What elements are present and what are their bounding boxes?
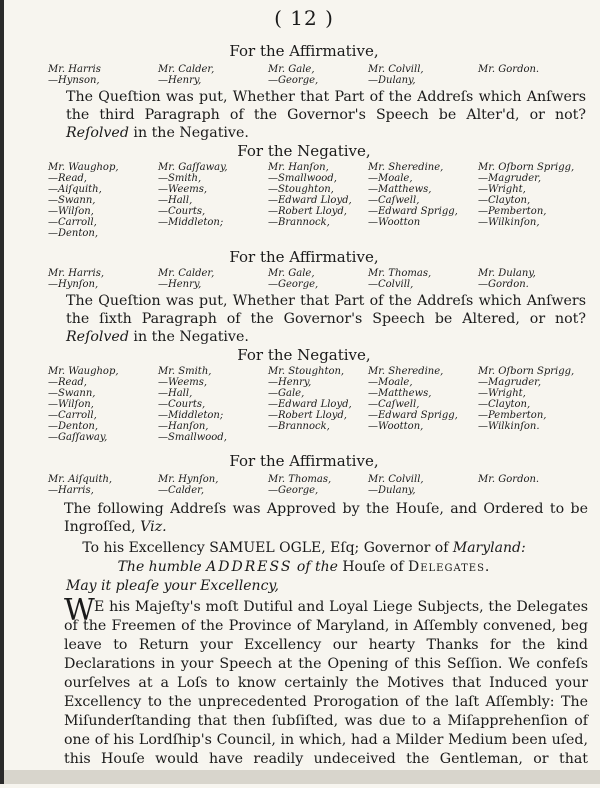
member-name: —Brannock, <box>268 217 330 228</box>
member-name: —Edward Sprigg, <box>368 206 458 217</box>
member-name: —Moale, <box>368 173 413 184</box>
member-name: —Robert Lloyd, <box>268 206 347 217</box>
affirmative-names-2 <box>48 268 588 292</box>
member-name: —Clayton, <box>478 195 531 206</box>
member-name: —Harris, <box>48 485 94 496</box>
member-name: Mr. Aiſquith, <box>48 474 113 485</box>
page-number: ( 12 ) <box>274 6 334 30</box>
member-name: —Matthews, <box>368 184 432 195</box>
affirmative-names-1 <box>48 64 588 88</box>
member-name: Mr. Thomas, <box>268 474 332 485</box>
member-name: —Stoughton, <box>268 184 334 195</box>
question-1: The Queſtion was put, Whether that Part of the Addreſs which Anſwers the third Paragraph of the Governor's Speech be Alter'd, or not? Reſolved in the Negative. <box>66 89 586 141</box>
name-column <box>368 162 458 228</box>
name-column <box>48 64 101 86</box>
address-body: E his Majeſty's moſt Dutiful and Loyal Liege Subjects, the Delegates of the Freemen of the Province of Maryland, in Aſſembly convened, beg leave to Return your Excellency our hearty Thanks for the kind Declarations in your Speech at the Opening of this Seſſion. We confeſs ourſelves at a Loſs to know certainly the Motives that Induced your Excellency to the unprecedented Prorogation of the laſt Aſſembly: The Miſunderſtanding that then ſubſiſted, was due to a Miſapprehenſion of one of his Lordſhip's Council, in which, had a Milder Medium been uſed, this Houſe would have readily undeceived the Gentleman, or that <box>64 599 588 767</box>
name-column <box>478 162 574 228</box>
name-column <box>158 64 214 86</box>
member-name: —Hall, <box>158 195 193 206</box>
name-column <box>158 162 228 228</box>
member-name: Mr. Sheredine, <box>368 162 444 173</box>
negative-heading-1: For the Negative, <box>237 142 371 160</box>
member-name: Mr. Hynſon, <box>158 474 219 485</box>
member-name: —George, <box>268 75 319 86</box>
member-name: Mr. Stoughton, <box>268 366 345 377</box>
name-column <box>478 64 539 75</box>
name-column <box>368 474 424 496</box>
member-name: Mr. Harris <box>48 64 101 75</box>
member-name: —Middleton; <box>158 217 224 228</box>
member-name: —Dulany, <box>368 75 416 86</box>
name-column <box>368 268 431 290</box>
name-column <box>268 64 318 86</box>
member-name: —Hall, <box>158 388 193 399</box>
name-column <box>48 268 104 290</box>
name-column <box>368 366 458 432</box>
member-name: —Edward Sprigg, <box>368 410 458 421</box>
name-column <box>478 474 539 485</box>
member-name: —Smallwood, <box>268 173 337 184</box>
member-name: Mr. Colvill, <box>368 64 424 75</box>
member-name: —Wilſon, <box>48 399 94 410</box>
member-name: —Matthews, <box>368 388 432 399</box>
page-bottom-edge <box>4 770 600 784</box>
member-name: —Wootton <box>368 217 421 228</box>
member-name: Mr. Calder, <box>158 268 215 279</box>
member-name: —Wilſon, <box>48 206 94 217</box>
negative-heading-2: For the Negative, <box>237 346 371 364</box>
member-name: —Courts, <box>158 399 206 410</box>
member-name: —Gale, <box>268 388 305 399</box>
member-name: —Hynſon, <box>48 279 99 290</box>
member-name: —Dulany, <box>368 485 416 496</box>
member-name: Mr. Oſborn Sprigg, <box>478 366 575 377</box>
member-name: —Robert Lloyd, <box>268 410 347 421</box>
drop-cap: W <box>64 593 95 628</box>
member-name: —Henry, <box>158 75 202 86</box>
member-name: —Wright, <box>478 388 526 399</box>
member-name: Mr. Oſborn Sprigg, <box>478 162 575 173</box>
question-2: The Queſtion was put, Whether that Part of the Addreſs which Anſwers the ſixth Paragraph of the Governor's Speech be Altered, or not? Reſolved in the Negative. <box>66 293 586 345</box>
name-column <box>268 474 331 496</box>
member-name: —Wilkinſon, <box>478 217 540 228</box>
member-name: —Gordon. <box>478 279 529 290</box>
member-name: —Caſwell, <box>368 399 420 410</box>
member-name: —Denton, <box>48 228 99 239</box>
member-name: —Read, <box>48 377 87 388</box>
member-name: —Henry, <box>158 279 202 290</box>
member-name: —Magruder, <box>478 173 542 184</box>
member-name: —Pemberton, <box>478 410 547 421</box>
member-name: Mr. Waughop, <box>48 162 119 173</box>
member-name: —Calder, <box>158 485 204 496</box>
member-name: —Swann, <box>48 388 96 399</box>
member-name: Mr. Gale, <box>268 64 315 75</box>
member-name: —Wilkinſon. <box>478 421 540 432</box>
member-name: —Magruder, <box>478 377 542 388</box>
member-name: —Carroll, <box>48 217 97 228</box>
name-column <box>158 268 214 290</box>
member-name: —Smallwood, <box>158 432 227 443</box>
member-name: —Hynson, <box>48 75 100 86</box>
member-name: —Read, <box>48 173 87 184</box>
affirmative-heading-3: For the Affirmative, <box>229 452 379 470</box>
member-name: Mr. Hanſon, <box>268 162 329 173</box>
name-column <box>48 366 119 443</box>
member-name: —Wright, <box>478 184 526 195</box>
member-name: Mr. Colvill, <box>368 474 424 485</box>
negative-names-2 <box>48 366 588 446</box>
name-column <box>48 162 119 239</box>
name-column <box>368 64 424 86</box>
member-name: —Edward Lloyd, <box>268 399 352 410</box>
member-name: —Denton, <box>48 421 99 432</box>
member-name: Mr. Gordon. <box>478 64 540 75</box>
member-name: —Henry, <box>268 377 312 388</box>
address-title: The humble ADDRESS of the Houſe of Delegates. <box>117 559 491 575</box>
name-column <box>268 268 318 290</box>
address-recipient: To his Excellency SAMUEL OGLE, Eſq; Governor of Maryland: <box>82 540 526 556</box>
member-name: —Swann, <box>48 195 96 206</box>
member-name: —Smith, <box>158 173 202 184</box>
member-name: Mr. Smith, <box>158 366 212 377</box>
member-name: Mr. Calder, <box>158 64 215 75</box>
member-name: Mr. Gordon. <box>478 474 540 485</box>
member-name: —Carroll, <box>48 410 97 421</box>
member-name: —Pemberton, <box>478 206 547 217</box>
salutation: May it pleaſe your Excellency, <box>66 578 279 594</box>
name-column <box>268 162 352 228</box>
affirmative-names-3 <box>48 474 588 498</box>
member-name: —Hanſon, <box>158 421 209 432</box>
member-name: —Moale, <box>368 377 413 388</box>
member-name: Mr. Waughop, <box>48 366 119 377</box>
approval-statement: The following Addreſs was Approved by the Houſe, and Ordered to be Ingroſſed, Viz. <box>64 501 588 535</box>
member-name: —Brannock, <box>268 421 330 432</box>
member-name: —Gaſſaway, <box>48 432 108 443</box>
member-name: —Edward Lloyd, <box>268 195 352 206</box>
member-name: —Middleton; <box>158 410 224 421</box>
member-name: —George, <box>268 485 319 496</box>
member-name: Mr. Gaſſaway, <box>158 162 228 173</box>
affirmative-heading-2: For the Affirmative, <box>229 248 379 266</box>
affirmative-heading-1: For the Affirmative, <box>229 42 379 60</box>
name-column <box>158 366 227 443</box>
name-column <box>48 474 112 496</box>
member-name: —George, <box>268 279 319 290</box>
member-name: —Caſwell, <box>368 195 420 206</box>
member-name: Mr. Sheredine, <box>368 366 444 377</box>
name-column <box>158 474 218 496</box>
member-name: —Weems, <box>158 377 208 388</box>
member-name: —Colvill, <box>368 279 414 290</box>
member-name: —Wootton, <box>368 421 424 432</box>
member-name: Mr. Dulany, <box>478 268 536 279</box>
member-name: —Courts, <box>158 206 206 217</box>
name-column <box>478 366 574 432</box>
member-name: —Clayton, <box>478 399 531 410</box>
member-name: Mr. Gale, <box>268 268 315 279</box>
member-name: —Weems, <box>158 184 208 195</box>
member-name: Mr. Thomas, <box>368 268 432 279</box>
negative-names-1 <box>48 162 588 242</box>
name-column <box>268 366 352 432</box>
name-column <box>478 268 536 290</box>
member-name: —Aiſquith, <box>48 184 102 195</box>
member-name: Mr. Harris, <box>48 268 105 279</box>
